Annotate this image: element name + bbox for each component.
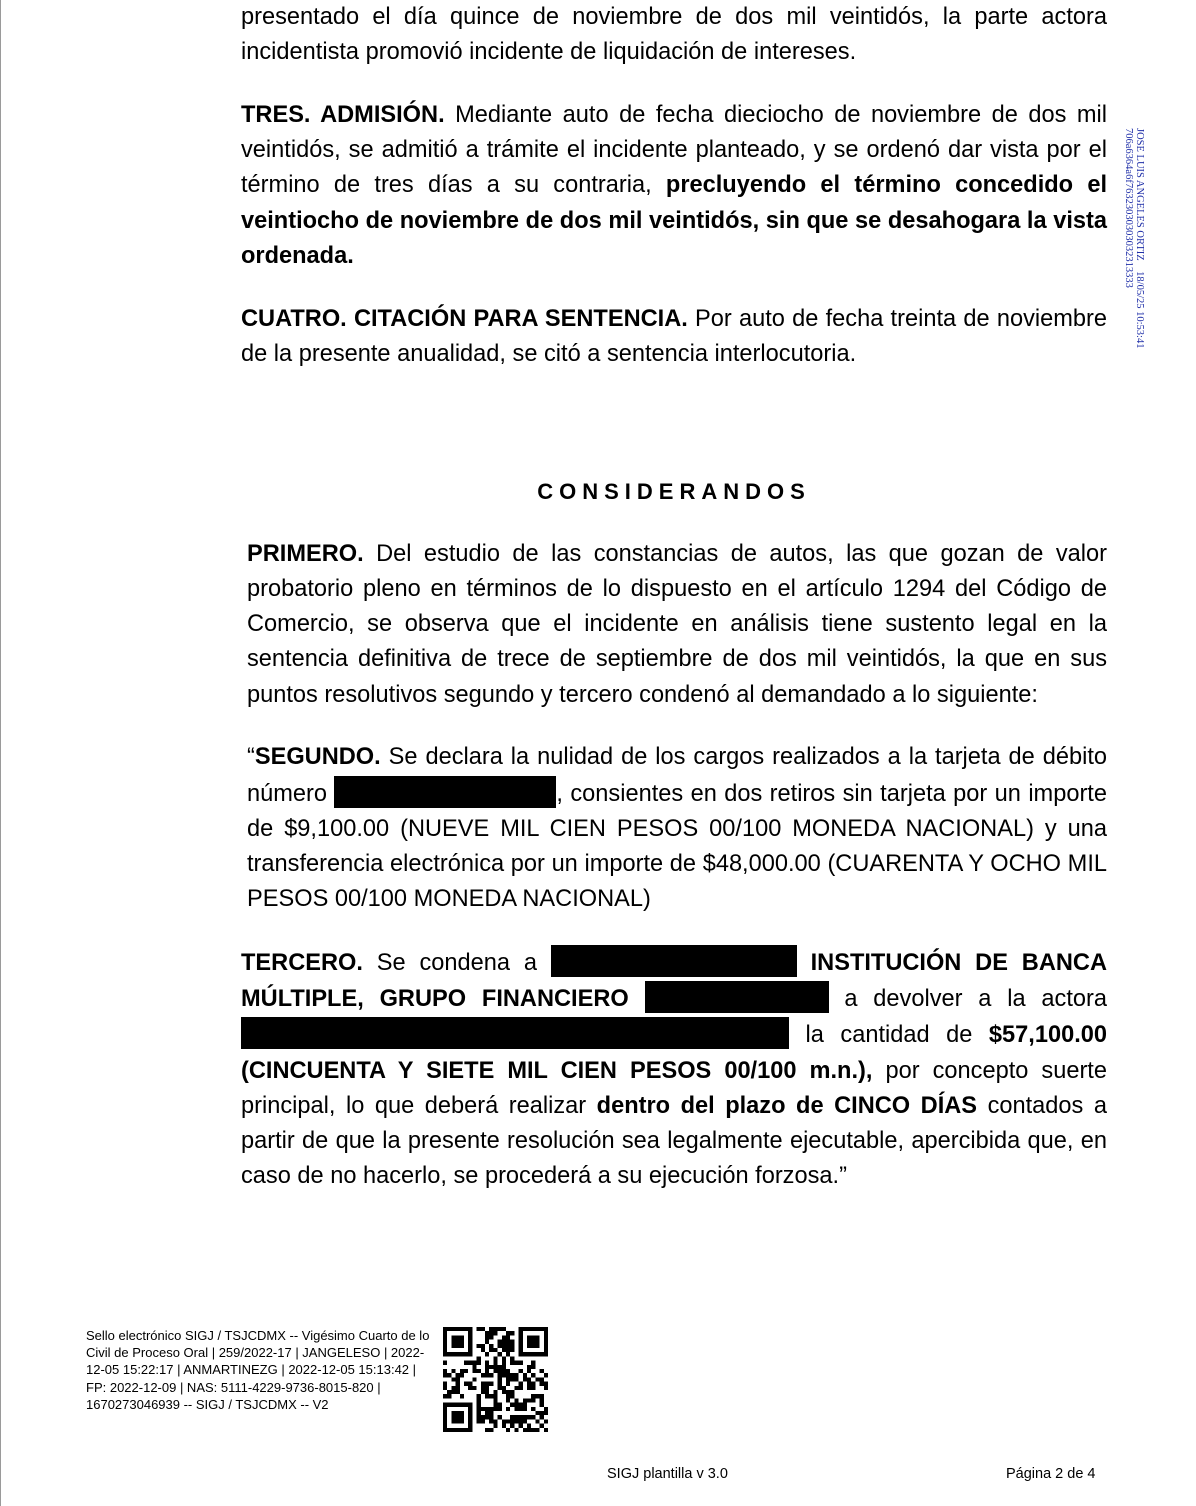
tercero-label: TERCERO. <box>241 950 363 977</box>
signature-line-1: JOSE LUIS ANGELES ORTIZ 18/05/25 10:53:41 <box>1134 128 1145 349</box>
open-quote: “ <box>247 744 255 771</box>
segundo-label: SEGUNDO. <box>254 744 381 771</box>
cuatro-label: CUATRO. CITACIÓN PARA SENTENCIA. <box>241 305 688 332</box>
segundo-text-a: Se declara la nulidad de los cargos realizados a la tarjeta de débito número <box>247 744 1107 807</box>
cuatro-text: Por auto de fecha treinta de noviembre de la presente anualidad, se citó a sentencia interlocutoria. <box>241 305 1107 367</box>
qr-code-icon <box>443 1327 548 1432</box>
segundo-text-b: , consientes en dos retiros sin tarjeta por un importe de $9,100.00 (NUEVE MIL CIEN PESOS 00/100 MONEDA NACIONAL) y una transferencia electrónica por un importe de $48,000.00 (CUARENTA Y OCHO MIL PESOS 00/100 MONEDA NACIONAL) <box>247 780 1107 913</box>
tercero-text-d: por concepto suerte principal, lo que deberá realizar <box>241 1057 1107 1119</box>
signature-line-2: 706a6364a6f76323030303032313333 <box>1123 128 1134 288</box>
primero-text: Del estudio de las constancias de autos, las que gozan de valor probatorio pleno en términos de lo dispuesto en el artículo 1294 del Código de Comercio, se observa que el incidente en análisis tiene sustento legal en la sentencia definitiva de trece de septiembre de dos mil veintidós, la que en sus puntos resolutivos segundo y tercero condenó al demandado a lo siguiente: <box>247 540 1107 708</box>
electronic-signature-margin <box>1123 128 1145 348</box>
cuatro-citacion-paragraph <box>241 302 1107 372</box>
tres-text: Mediante auto de fecha dieciocho de noviembre de dos mil veintidós, se admitió a trámite el incidente planteado, y se ordenó dar vista por el término de tres días a su contraria, <box>241 102 1107 199</box>
spacer <box>241 400 1107 474</box>
page-number: Página 2 de 4 <box>1006 1466 1096 1482</box>
tres-label: TRES. ADMISIÓN. <box>241 102 445 128</box>
tercero-text-b: a devolver a la actora <box>828 986 1108 1013</box>
segundo-paragraph <box>241 740 1107 917</box>
primero-label: PRIMERO. <box>247 540 364 567</box>
tercero-bold-deadline: dentro del plazo de CINCO DÍAS <box>596 1092 978 1119</box>
tercero-text-e: contados a partir de que la presente resolución sea legalmente ejecutable, apercibida que, en caso de no hacerlo, se procederá a su ejecución forzosa.” <box>241 1092 1107 1190</box>
considerandos-heading: CONSIDERANDOS <box>537 478 811 504</box>
page-left-edge <box>0 0 1 1506</box>
tercero-text-c: la cantidad de <box>789 1022 989 1049</box>
redacted-bank-name <box>551 945 797 977</box>
document-body <box>241 0 1107 1222</box>
template-version: SIGJ plantilla v 3.0 <box>607 1466 728 1482</box>
redacted-card-number <box>334 776 556 808</box>
electronic-seal-text: Sello electrónico SIGJ / TSJCDMX -- Vigésimo Cuarto de lo Civil de Proceso Oral | 259/2022-17 | JANGELESO | 2022-12-05 15:22:17 | ANMARTINEZG | 2022-12-05 15:13:42 | FP: 2022-12-09 | NAS: 5111-4229-9736-8015-820 | 1670273046939 -- SIGJ / TSJCDMX -- V2 <box>86 1328 430 1412</box>
redacted-group-name <box>645 981 829 1013</box>
tercero-bold-amount: $57,100.00 (CINCUENTA Y SIETE MIL CIEN PESOS 00/100 m.n.), <box>241 1022 1107 1084</box>
tres-admision-paragraph <box>241 98 1107 274</box>
tercero-bold-a: INSTITUCIÓN DE BANCA MÚLTIPLE, GRUPO FINANCIERO <box>241 950 1107 1013</box>
primero-paragraph <box>241 537 1107 713</box>
intro-paragraph: presentado el día quince de noviembre de dos mil veintidós, la parte actora incidentista promovió incidente de liquidación de intereses. <box>241 4 1107 66</box>
redacted-plaintiff-name <box>241 1017 789 1049</box>
tercero-text-a: Se condena a <box>362 950 551 977</box>
tres-bold-text: precluyendo el término concedido el veintiocho de noviembre de dos mil veintidós, sin que se desahogara la vista ordenada. <box>241 172 1107 269</box>
tercero-paragraph <box>241 945 1107 1194</box>
